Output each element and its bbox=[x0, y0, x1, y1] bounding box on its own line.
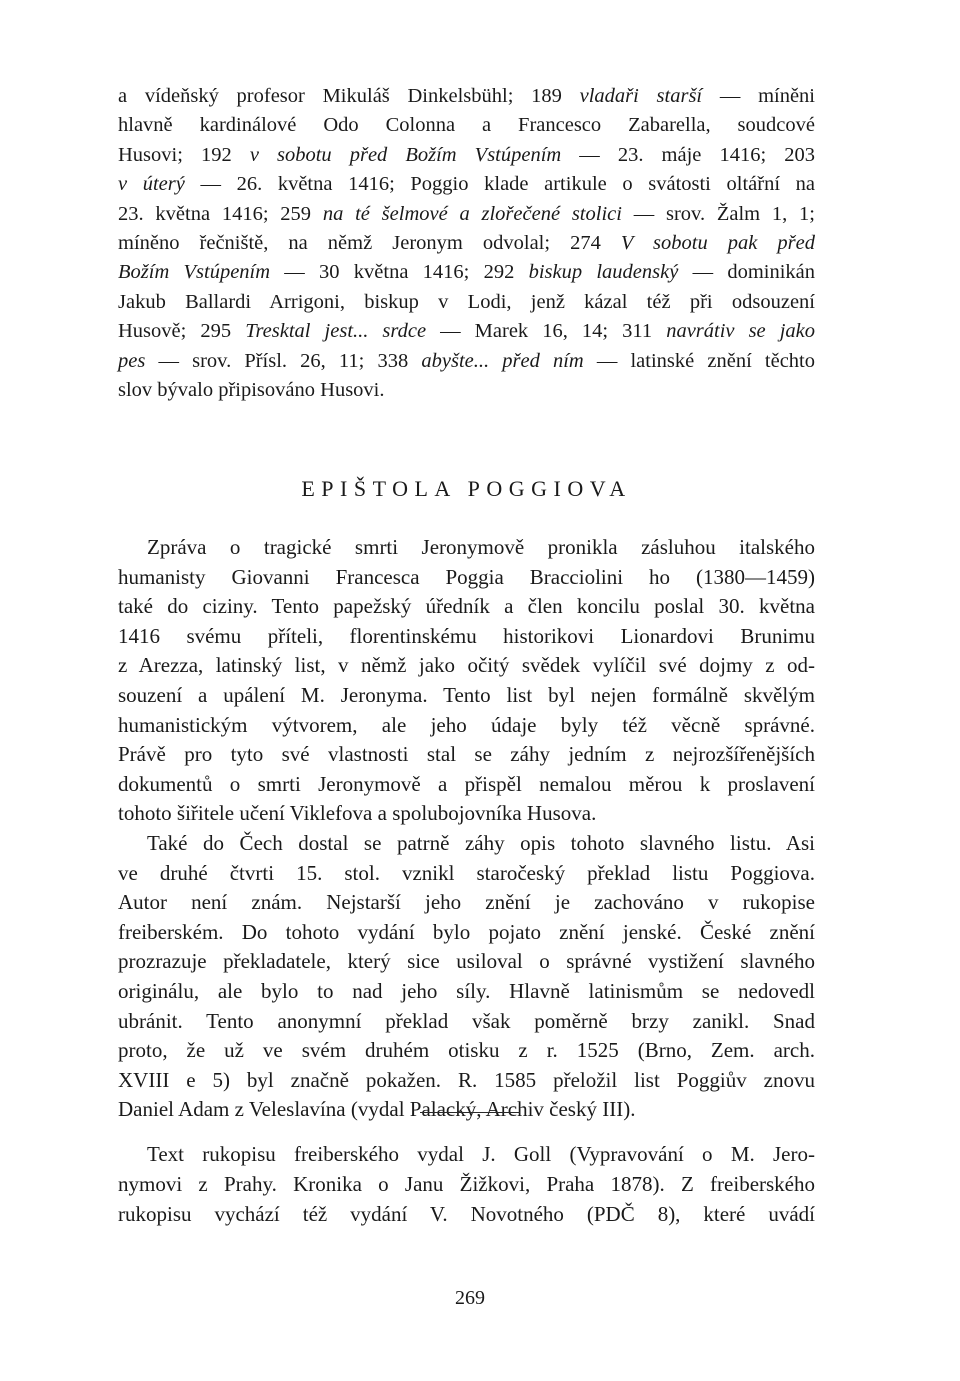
paragraph-line: humanisty Giovanni Francesca Poggia Bracciolini ho (1380—1459) bbox=[118, 564, 815, 589]
paragraph-line: humanistickým výtvorem, ale jeho údaje byly též věcně správné. bbox=[118, 712, 815, 737]
note-line: 23. května 1416; 259 na té šelmové a zlořečené stolici — srov. Žalm 1, 1; bbox=[118, 202, 815, 225]
paragraph-line: Zpráva o tragické smrti Jeronymově pronikla zásluhou italského bbox=[147, 535, 815, 559]
paragraph-line: tohoto šiřitele učení Viklefova a spolubojovníka Husova. bbox=[118, 801, 597, 826]
paragraph-line: Právě pro tyto své vlastnosti stal se záhy jedním z nejrozšířenějších bbox=[118, 742, 815, 767]
paragraph-line: z Arezza, latinský list, v němž jako očitý svědek vylíčil své dojmy z od- bbox=[118, 653, 815, 678]
paragraph-line: 1416 svému příteli, florentinskému historikovi Lionardovi Brunimu bbox=[118, 623, 815, 648]
note-line: míněno řečniště, na němž Jeronym odvolal; 274 V sobotu pak před bbox=[118, 231, 815, 254]
note-line: Jakub Ballardi Arrigoni, biskup v Lodi, jenž kázal též při odsouzení bbox=[118, 290, 815, 313]
source-note bbox=[118, 1139, 815, 1229]
note-line: pes — srov. Přísl. 26, 11; 338 abyšte... před ním — latinské znění těchto bbox=[118, 349, 815, 372]
paragraph-line: dokumentů o smrti Jeronymově a přispěl nemalou měrou k proslavení bbox=[118, 771, 815, 796]
section-heading: EPIŠTOLA POGGIOVA bbox=[301, 476, 632, 501]
paragraph-line: také do ciziny. Tento papežský úředník a člen koncilu poslal 30. května bbox=[118, 594, 815, 619]
paragraph-line: ubránit. Tento anonymní překlad však poměrně brzy zanikl. Snad bbox=[118, 1008, 815, 1033]
paragraph-line: rukopisu vychází též vydání V. Novotného (PDČ 8), které uvádí bbox=[118, 1202, 815, 1226]
paragraph-line: souzení a upálení M. Jeronyma. Tento list byl nejen formálně skvělým bbox=[118, 682, 815, 707]
note-line: hlavně kardinálové Odo Colonna a Francesco Zabarella, soudcové bbox=[118, 114, 815, 137]
paragraph-line: Také do Čech dostal se patrně záhy opis tohoto slavného listu. Asi bbox=[147, 830, 815, 855]
note-line: slov bývalo připisováno Husovi. bbox=[118, 378, 385, 401]
paragraph-line: proto, že už ve svém druhém otisku z r. 1525 (Brno, Zem. arch. bbox=[118, 1038, 815, 1063]
paragraph-line: Autor není znám. Nejstarší jeho znění je zachováno v rukopise bbox=[118, 890, 815, 915]
note-line: a vídeňský profesor Mikuláš Dinkelsbühl; 189 vladaři starší — míněni bbox=[118, 85, 815, 107]
note-line: Husově; 295 Tresktal jest... srdce — Marek 16, 14; 311 navrátiv se jako bbox=[118, 320, 815, 343]
paragraph-line: Daniel Adam z Veleslavína (vydal Palacký, Archiv český III). bbox=[118, 1097, 636, 1122]
paragraph-line: originálu, ale bylo to nad jeho síly. Hlavně latinismům se nedovedl bbox=[118, 978, 815, 1003]
paragraph-line: freiberském. Do tohoto vydání bylo pojato znění jenské. České znění bbox=[118, 919, 815, 944]
note-line: Božím Vstúpením — 30 května 1416; 292 biskup laudenský — dominikán bbox=[118, 261, 815, 284]
intro-text bbox=[118, 533, 815, 1125]
note-line: v úterý — 26. května 1416; Poggio klade artikule o svátosti oltářní na bbox=[118, 173, 815, 196]
paragraph-line: ve druhé čtvrti 15. stol. vznikl staročeský překlad listu Poggiova. bbox=[118, 860, 815, 885]
note-line: Husovi; 192 v sobotu před Božím Vstúpením — 23. máje 1416; 203 bbox=[118, 143, 815, 166]
paragraph-line: nymovi z Prahy. Kronika o Janu Žižkovi, Praha 1878). Z freiberského bbox=[118, 1172, 815, 1196]
paragraph-line: XVIII e 5) byl značně pokažen. R. 1585 přeložil list Poggiův znovu bbox=[118, 1067, 815, 1092]
section-divider bbox=[420, 1112, 520, 1113]
page-number: 269 bbox=[455, 1287, 485, 1309]
paragraph-line: prozrazuje překladatele, který sice usiloval o správné vystižení slavného bbox=[118, 949, 815, 974]
paragraph-line: Text rukopisu freiberského vydal J. Goll (Vypravování o M. Jero- bbox=[147, 1142, 815, 1166]
footnotes bbox=[118, 82, 815, 405]
